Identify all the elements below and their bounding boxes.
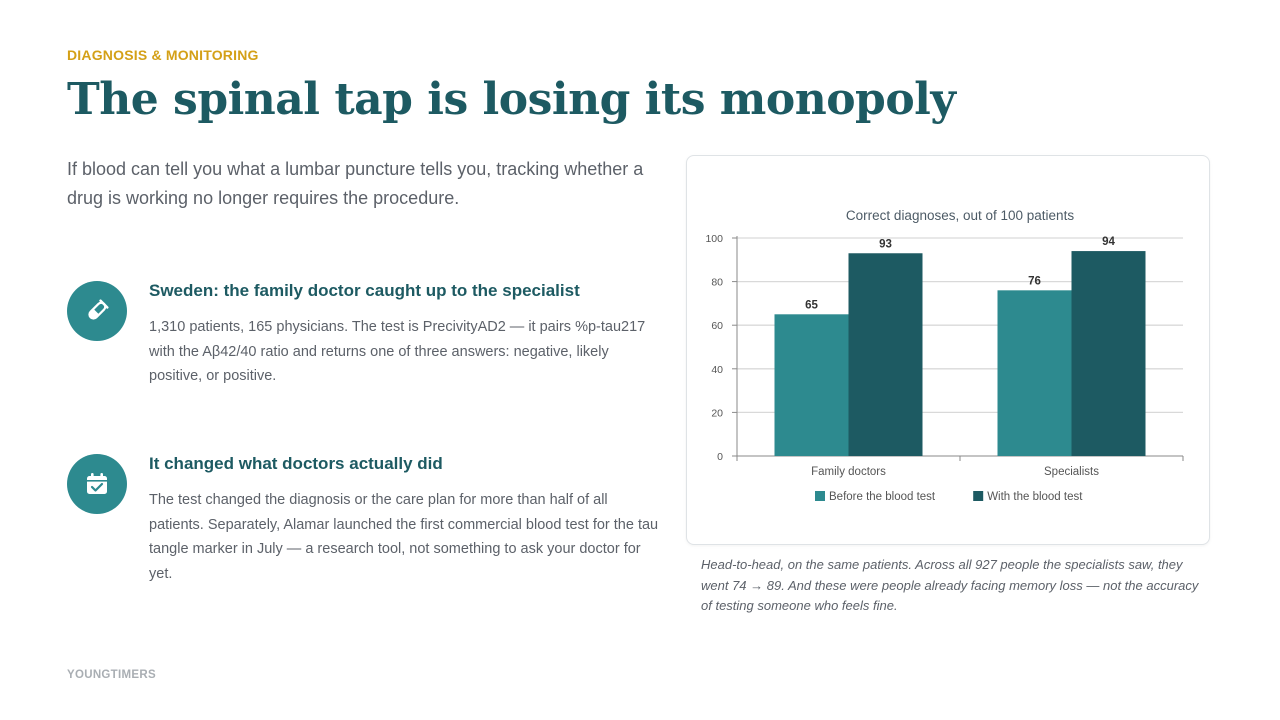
legend-label: With the blood test bbox=[987, 491, 1083, 503]
data-label: 94 bbox=[1102, 236, 1115, 249]
bar bbox=[1072, 251, 1146, 456]
finding-title: Sweden: the family doctor caught up to the specialist bbox=[149, 281, 580, 300]
eyebrow-label: DIAGNOSIS & MONITORING bbox=[67, 47, 259, 63]
y-tick-label: 20 bbox=[711, 407, 723, 420]
chart-title: Correct diagnoses, out of 100 patients bbox=[845, 208, 1075, 223]
bar bbox=[775, 314, 849, 456]
footer-brand: YOUNGTIMERS bbox=[67, 669, 156, 681]
data-label: 93 bbox=[879, 238, 892, 251]
test-tube-icon bbox=[67, 281, 127, 341]
chart-caption: Head-to-head, on the same patients. Across all 927 people the specialists saw, they went 74 → 89. And these were people already facing memory loss — not the accuracy of testing someone who feels fine. bbox=[701, 557, 1199, 613]
finding-body: 1,310 patients, 165 physicians. The test is PrecivityAD2 — it pairs %p-tau217 with the Aβ42/40 ratio and returns one of three answers: negative, likely positive, or positive. bbox=[149, 319, 646, 384]
y-tick-label: 100 bbox=[705, 233, 723, 245]
bar-chart bbox=[687, 156, 1211, 546]
legend-label: Before the blood test bbox=[829, 491, 936, 503]
data-label: 65 bbox=[805, 299, 818, 312]
legend-swatch bbox=[973, 491, 983, 501]
finding-body: The test changed the diagnosis or the care plan for more than half of all patients. Separately, Alamar launched the first commercial blood test for the tau tangle marker in July — a research tool, not something to ask your doctor for yet. bbox=[149, 492, 659, 582]
x-tick-label: Specialists bbox=[1044, 466, 1099, 478]
y-tick-label: 40 bbox=[711, 363, 723, 376]
data-label: 76 bbox=[1028, 275, 1041, 288]
bar bbox=[998, 290, 1072, 456]
y-tick-label: 80 bbox=[711, 276, 723, 289]
page-title: The spinal tap is losing its monopoly bbox=[67, 74, 956, 125]
finding-title: It changed what doctors actually did bbox=[149, 454, 443, 473]
lede-text: If blood can tell you what a lumbar puncture tells you, tracking whether a drug is working no longer requires the procedure. bbox=[67, 159, 644, 208]
legend-swatch bbox=[815, 491, 825, 501]
x-tick-label: Family doctors bbox=[811, 466, 886, 478]
y-tick-label: 60 bbox=[711, 320, 723, 333]
bar bbox=[849, 253, 923, 456]
y-tick-label: 0 bbox=[717, 451, 723, 463]
chart-card bbox=[686, 155, 1210, 545]
calendar-check-icon bbox=[67, 454, 127, 514]
